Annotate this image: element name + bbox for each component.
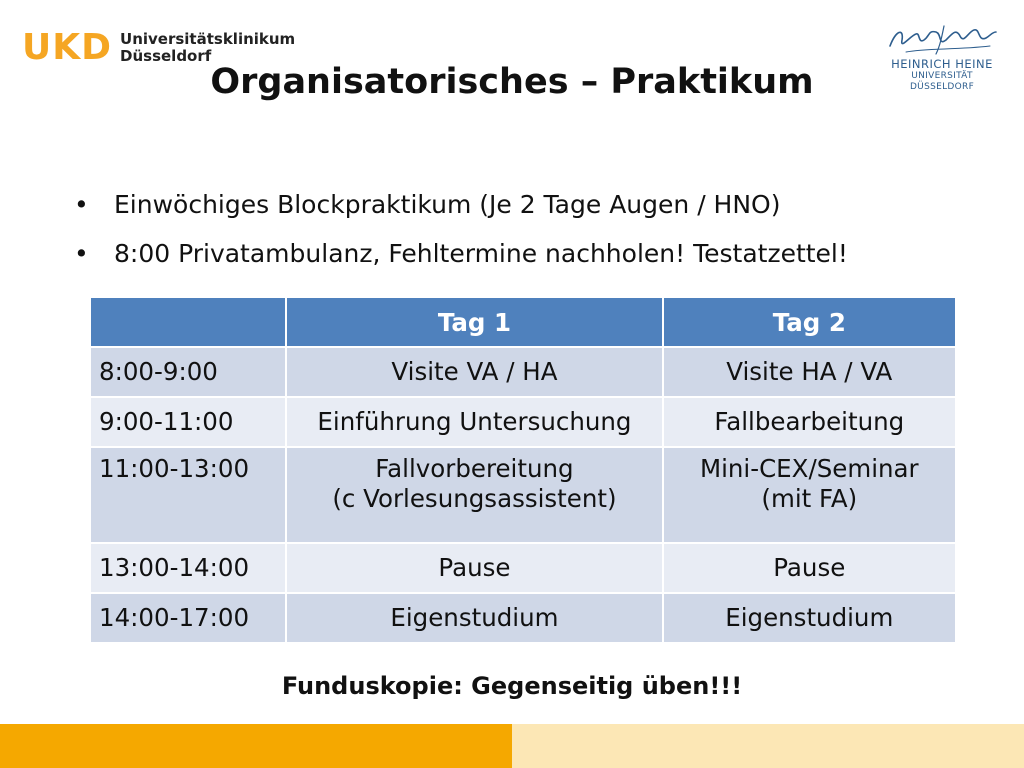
bullet-text: 8:00 Privatambulanz, Fehltermine nachholen! Testatzettel! [114,239,848,268]
footer-bar-light [512,724,1024,768]
table-cell-tag2: Pause [664,544,955,592]
table-row [91,448,955,542]
table-cell-line: (mit FA) [761,484,858,513]
table-header-tag1: Tag 1 [287,298,661,346]
table-cell-tag2: Fallbearbeitung [664,398,955,446]
funduskopie-note: Funduskopie: Gegenseitig üben!!! [281,672,743,700]
ukd-logo-line1: Universitätsklinikum [120,30,296,48]
table-row [91,348,955,396]
ukd-logo [22,27,296,68]
ukd-logo-text [120,31,295,65]
bullet-dot-icon: • [74,190,89,219]
table-cell-tag1: Visite VA / HA [287,348,661,396]
table-cell-line: (c Vorlesungsassistent) [332,484,617,513]
bullet-list [74,180,848,278]
footer-bar-orange [0,724,512,768]
table-header-row [91,298,955,346]
table-header-tag2: Tag 2 [664,298,955,346]
table-cell-tag2 [664,448,955,542]
hhu-university: UNIVERSITÄT DÜSSELDORF [909,71,975,92]
ukd-logo-line2: Düsseldorf [120,47,212,65]
table-cell-tag2: Visite HA / VA [664,348,955,396]
table-cell-tag1: Einführung Untersuchung [287,398,661,446]
ukd-logo-mark: UKD [22,27,113,68]
table-header-time [91,298,285,346]
bullet-item [74,229,848,278]
table-cell-time: 9:00-11:00 [91,398,285,446]
table-cell-time: 14:00-17:00 [91,594,285,642]
table-cell-line: Fallvorbereitung [375,454,574,483]
bullet-dot-icon: • [74,239,89,268]
table-row [91,544,955,592]
table-cell-time: 13:00-14:00 [91,544,285,592]
table-cell-tag1: Eigenstudium [287,594,661,642]
table-row [91,398,955,446]
schedule-table [89,296,957,644]
hhu-signature-image [886,22,998,58]
slide-title: Organisatorisches – Praktikum [210,62,814,102]
bullet-text: Einwöchiges Blockpraktikum (Je 2 Tage Augen / HNO) [114,190,781,219]
hhu-name: HEINRICH HEINE [891,57,993,71]
table-cell-time: 11:00-13:00 [91,448,285,542]
table-cell-tag2: Eigenstudium [664,594,955,642]
table-row [91,594,955,642]
table-cell-time: 8:00-9:00 [91,348,285,396]
bullet-item [74,180,848,229]
table-cell-line: Mini-CEX/Seminar [699,454,919,483]
table-cell-tag1: Pause [287,544,661,592]
table-cell-tag1 [287,448,661,542]
